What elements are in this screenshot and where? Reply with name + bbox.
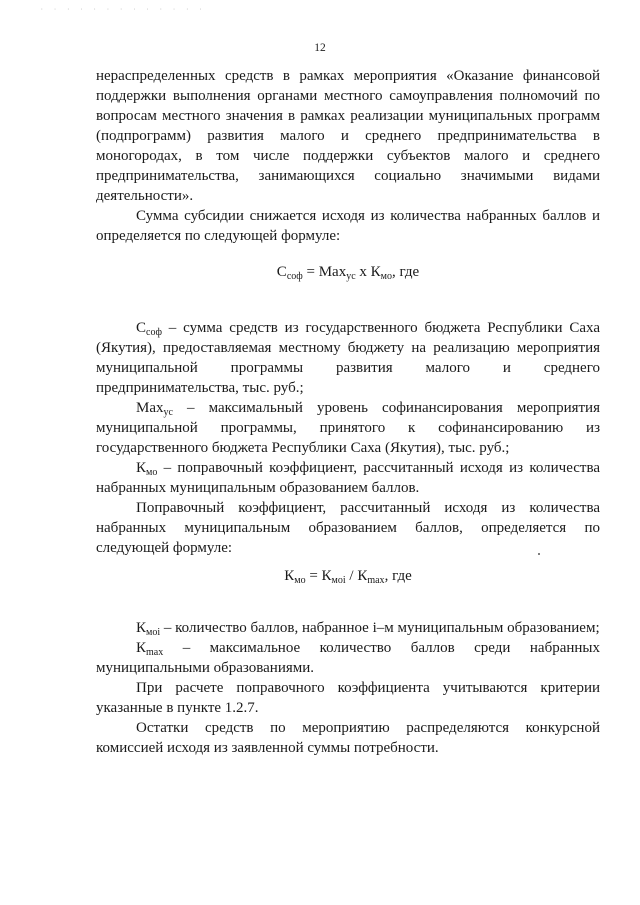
paragraph-subsidy-reduction: Сумма субсидии снижается исходя из количества набранных баллов и определяется по следующей формуле: [96, 208, 600, 244]
scan-header-marks: · · · · · · · · · · · · · [40, 6, 206, 12]
page-number: 12 [314, 42, 326, 54]
paragraph-remaining-funds: Остатки средств по мероприятию распределяются конкурсной комиссией исходя из заявленной суммы потребности. [96, 720, 600, 756]
scan-speck [538, 553, 540, 555]
paragraph-continuation: нераспределенных средств в рамках мероприятия «Оказание финансовой поддержки выполнения органами местного самоуправления полномочий по вопросам местного значения в рамках реализации муниципальных программ (подпрограмм) развития малого и среднего предпринимательства в моногородах, в том числе поддержки субъектов малого и среднего предпринимательства, занимающихся социально значимыми видами деятельности». [96, 68, 600, 204]
definition-max-us: Max$_{ус}$ – максимальный уровень софинансирования мероприятия муниципальной программы, принятого к софинансированию из государственного бюджета Республики Саха (Якутия), тыс. руб.; [96, 400, 600, 456]
paragraph-criteria: При расчете поправочного коэффициента учитываются критерии указанные в пункте 1.2.7. [96, 680, 600, 716]
definition-k-moi: $К_{моi}$ – количество баллов, набранное i–м муниципальным образованием; [136, 620, 600, 638]
formula-coefficient: $К_{мо} = К_{моi} / К_{max}$, где [284, 568, 412, 586]
definition-c-soff: $С_{соф}$ – сумма средств из государственного бюджета Республики Саха (Якутия), предоставляемая местному бюджету на реализацию мероприятия муниципальной программы развития малого и среднего предпринимательства, тыс. руб.; [96, 320, 600, 396]
definition-k-max: $К_{max}$ – максимальное количество баллов среди набранных муниципальными образованиями. [96, 640, 600, 676]
document-body [96, 66, 600, 758]
definition-k-mo: $К_{мо}$ – поправочный коэффициент, рассчитанный исходя из количества набранных муниципальным образованием баллов. [96, 460, 600, 496]
paragraph-correction-coefficient: Поправочный коэффициент, рассчитанный исходя из количества набранных муниципальным образованием баллов, определяется по следующей формуле: [96, 500, 600, 556]
formula-subsidy: $С_{соф} = Max_{ус}$ х $К_{мо}$, где [276, 264, 420, 282]
